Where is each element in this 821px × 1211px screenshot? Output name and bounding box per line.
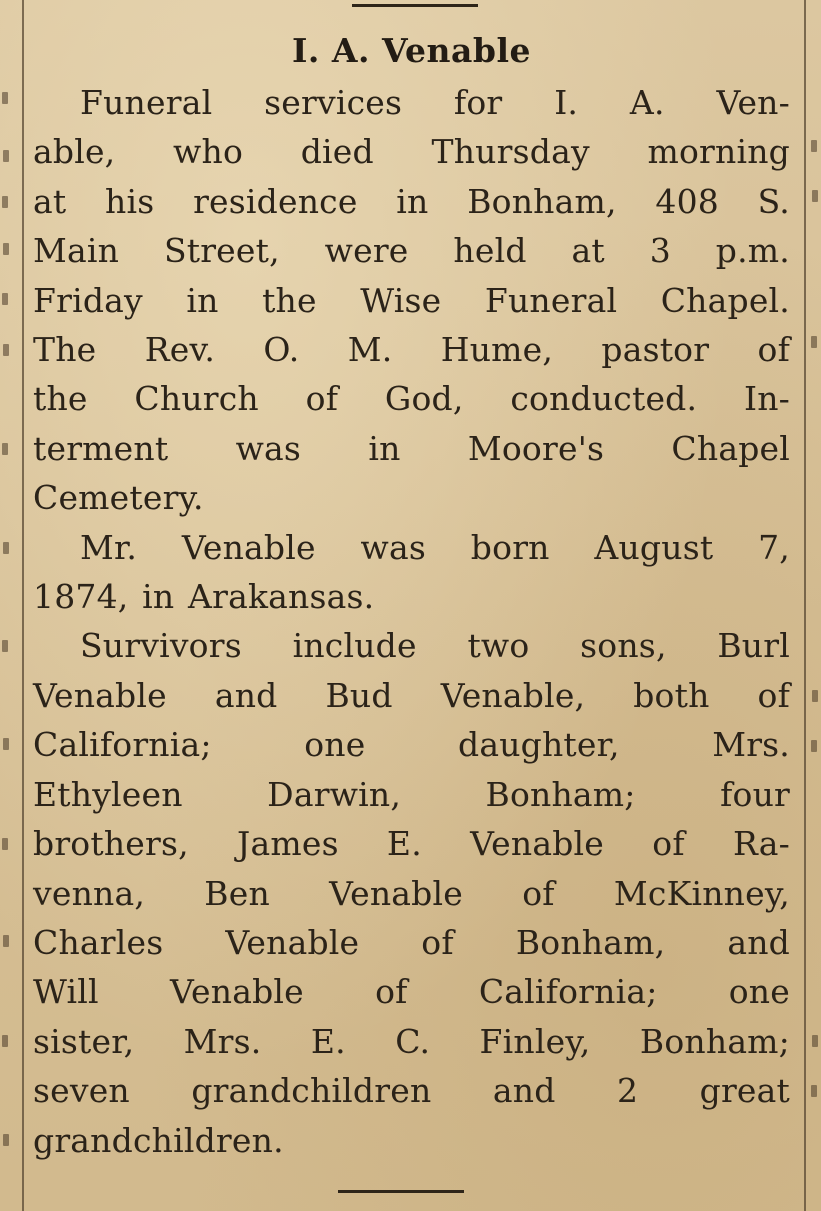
text-line: Ethyleen Darwin, Bonham; four (33, 774, 790, 814)
text-line: 1874, in Arakansas. (33, 577, 375, 617)
text-line: brothers, James E. Venable of Ra- (33, 824, 790, 864)
text-line: Friday in the Wise Funeral Chapel. (33, 280, 790, 320)
text-line: Funeral services for I. A. Ven- (80, 83, 790, 122)
text-line: Mr. Venable was born August 7, (80, 527, 790, 567)
text-line: Main Street, were held at 3 p.m. (33, 231, 790, 271)
paragraph-birth (33, 523, 790, 622)
text-line: California; one daughter, Mrs. (33, 725, 790, 765)
text-line: Will Venable of California; one (33, 972, 790, 1012)
text-line: sister, Mrs. E. C. Finley, Bonham; (33, 1021, 790, 1061)
text-line: seven grandchildren and 2 great (33, 1071, 790, 1111)
text-line: the Church of God, conducted. In- (33, 379, 790, 419)
text-line: Venable and Bud Venable, both of (33, 675, 790, 715)
obituary-article (33, 28, 790, 1165)
paragraph-funeral-services (33, 78, 790, 523)
text-line: venna, Ben Venable of McKinney, (33, 873, 790, 913)
adjacent-column-right-edge (807, 0, 821, 1211)
text-line: grandchildren. (33, 1120, 284, 1160)
headline: I. A. Venable (291, 31, 532, 70)
text-line: Survivors include two sons, Burl (80, 626, 790, 666)
top-separator-rule (352, 4, 478, 7)
adjacent-column-left-edge (0, 0, 14, 1211)
text-line: Cemetery. (33, 478, 204, 518)
text-line: able, who died Thursday morning (33, 132, 790, 172)
text-line: terment was in Moore's Chapel (33, 428, 790, 468)
right-column-rule (804, 0, 806, 1211)
left-column-rule (22, 0, 24, 1211)
text-line: Charles Venable of Bonham, and (33, 922, 790, 962)
text-line: The Rev. O. M. Hume, pastor of (33, 330, 790, 370)
bottom-separator-rule (338, 1190, 464, 1193)
text-line: at his residence in Bonham, 408 S. (33, 181, 790, 221)
paragraph-survivors (33, 621, 790, 1164)
